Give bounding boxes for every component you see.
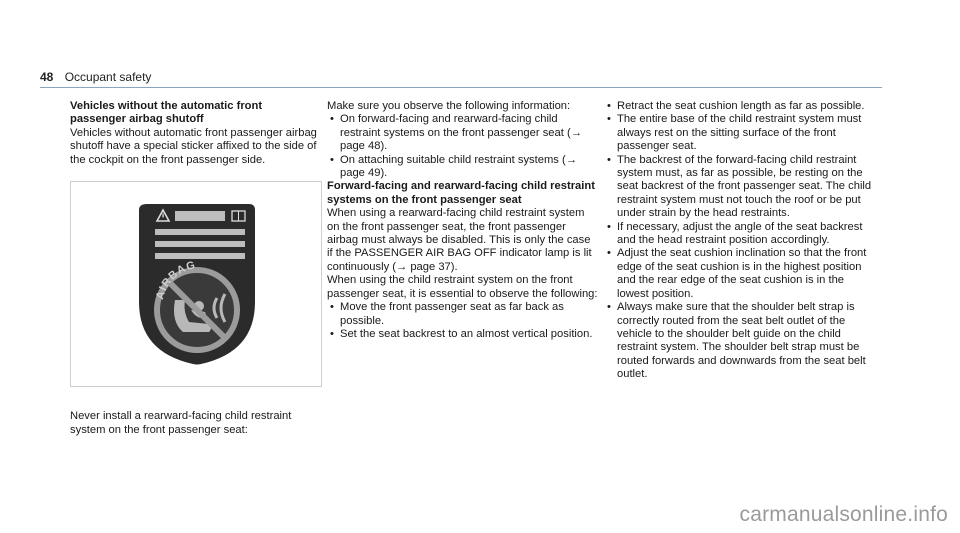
col2-intro: Make sure you observe the following information: <box>327 100 571 112</box>
col2-para2: When using the child restraint system on the front passenger seat, it is essential to observe the following: <box>327 274 598 300</box>
airbag-arc-text: AIRBAG <box>154 259 198 301</box>
list-item: • Always make sure that the shoulder belt strap is correctly routed from the seat belt outlet of the vehicle to the shoulder belt guide on the child restraint system. The shoulder belt strap must be routed forwards and downwards from the seat belt outlet. <box>604 301 874 381</box>
list-item: • Move the front passenger seat as far back as possible. <box>327 301 599 328</box>
list-item: • On forward-facing and rearward-facing child restraint systems on the front passenger seat (→ page 48). <box>327 113 599 153</box>
sticker-bar-3 <box>155 253 245 259</box>
page-number: 48 <box>40 70 54 84</box>
list-item: • On attaching suitable child restraint systems (→ page 49). <box>327 154 599 181</box>
sticker-label-strip <box>175 211 225 221</box>
col1-heading-line2: passenger airbag shutoff <box>70 113 204 126</box>
list-item: • Adjust the seat cushion inclination so that the front edge of the seat cushion is in the highest position and the rear edge of the seat cushion is in the lowest position. <box>604 247 874 301</box>
column-1 <box>70 100 325 167</box>
watermark-text: carmanualsonline.info <box>739 503 948 526</box>
col3-bullets <box>604 100 874 382</box>
section-title: Occupant safety <box>64 70 152 84</box>
col2-para1: When using a rearward-facing child restraint system on the front passenger seat, the front passenger airbag must always be disabled. This is only the case if the PASSENGER AIR BAG OFF indicator lamp is lit continuously (→ page 37). <box>327 207 592 273</box>
list-item: • Retract the seat cushion length as far as possible. <box>604 100 874 113</box>
column-2 <box>327 100 599 341</box>
col1-intro: Vehicles without automatic front passenger airbag shutoff have a special sticker affixed to the side of the cockpit on the front passenger side. <box>70 126 317 166</box>
col1-heading-line1: Vehicles without the automatic front <box>70 100 263 112</box>
header-rule <box>40 87 882 88</box>
airbag-sticker-illustration <box>71 182 323 388</box>
col2-heading: Forward-facing and rearward-facing child restraint systems on the front passenger seat <box>327 180 595 206</box>
col1-after-figure-text: Never install a rearward-facing child restraint system on the front passenger seat: <box>70 410 292 436</box>
sticker-bar-2 <box>155 241 245 247</box>
page-header <box>40 70 151 84</box>
list-item: • If necessary, adjust the angle of the seat backrest and the head restraint position accordingly. <box>604 221 874 248</box>
list-item: • The backrest of the forward-facing child restraint system must, as far as possible, be resting on the seat backrest of the front passenger seat. The child restraint system must not touch the roof or be put under strain by the head restraints. <box>604 154 874 221</box>
list-item: • The entire base of the child restraint system must always rest on the sitting surface of the front passenger seat. <box>604 113 874 153</box>
col2-bullets-1 <box>327 113 599 180</box>
col1-after-figure <box>70 399 325 448</box>
airbag-sticker-figure <box>70 181 322 387</box>
column-3 <box>604 100 874 382</box>
list-item: • Set the seat backrest to an almost vertical position. <box>327 328 599 341</box>
sticker-bar-1 <box>155 229 245 235</box>
col2-bullets-2 <box>327 301 599 341</box>
